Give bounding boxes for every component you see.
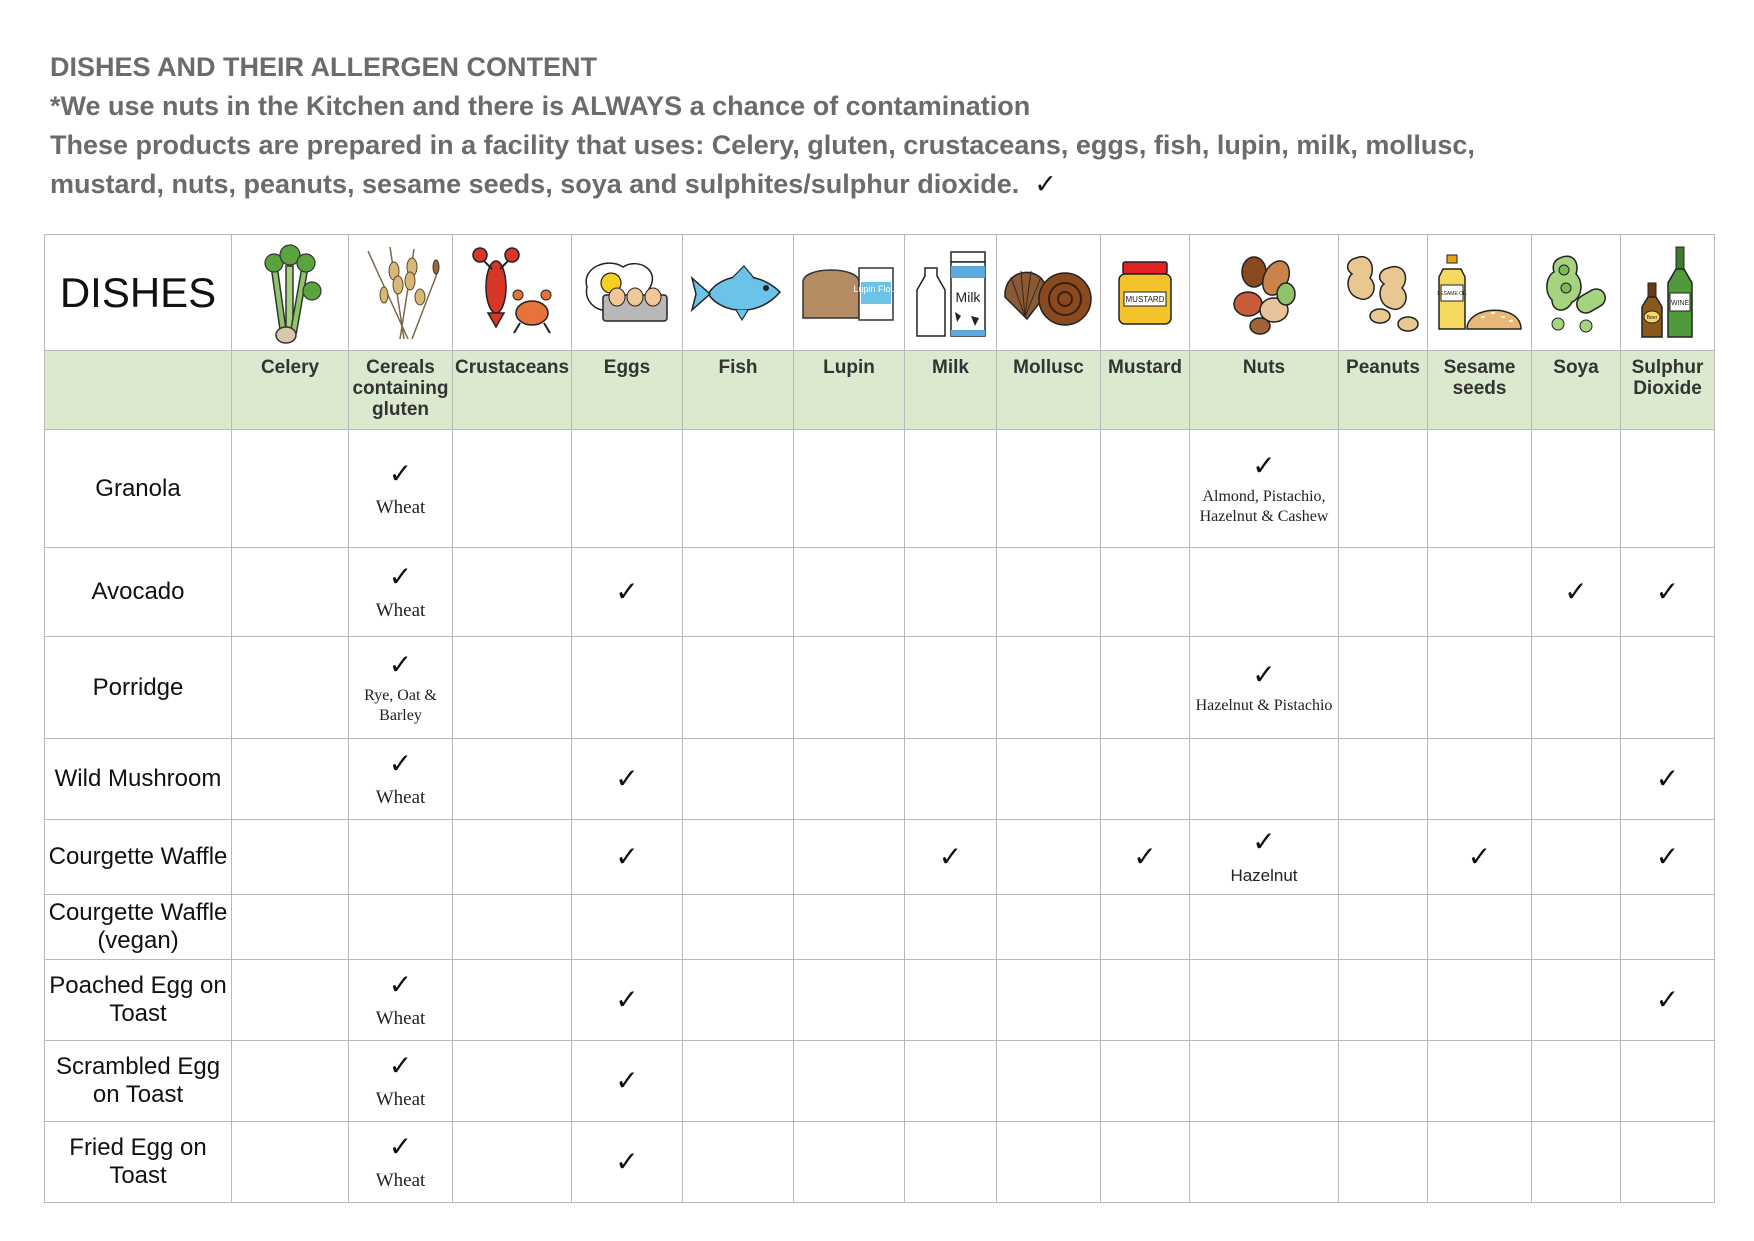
check-mark: ✓ [1252,448,1276,482]
allergen-cell [572,637,683,739]
allergen-cell [905,1122,997,1203]
allergen-cell [683,895,794,960]
dish-name: Granola [45,430,232,548]
allergen-cell [905,960,997,1041]
page-heading [50,48,1710,204]
lupin-flour-label: Lupin Flour [853,283,899,294]
allergen-cell [1190,820,1339,895]
check-mark: ✓ [615,762,639,795]
check-mark: ✓ [615,1064,639,1097]
allergen-cell [683,1122,794,1203]
table-row [45,739,1715,820]
check-mark: ✓ [1252,825,1276,858]
allergen-cell [794,960,905,1041]
column-mustard: Mustard [1101,351,1190,430]
allergen-cell [1190,637,1339,739]
column-sulphur: Sulphur Dioxide [1621,351,1715,430]
check-mark: ✓ [388,1049,413,1082]
allergen-cell [1339,430,1428,548]
dish-name: Courgette Waffle (vegan) [45,895,232,960]
allergen-note: Wheat [375,1170,426,1191]
dish-name: Poached Egg on Toast [45,960,232,1041]
column-soya: Soya [1532,351,1621,430]
column-fish: Fish [683,351,794,430]
allergen-cell [1101,430,1190,548]
allergen-cell [453,960,572,1041]
peanuts-icon-cell [1339,235,1428,351]
allergen-cell [683,637,794,739]
allergen-cell [1339,960,1428,1041]
allergen-cell [1621,1041,1715,1122]
dish-name: Porridge [45,637,232,739]
allergen-cell [1339,895,1428,960]
column-crustaceans: Crustaceans [453,351,572,430]
facility-notice-line-2 [50,165,1710,204]
crustaceans-icon-cell [453,235,572,351]
allergen-cell [1339,1122,1428,1203]
allergen-cell [349,1122,453,1203]
column-nuts: Nuts [1190,351,1339,430]
allergen-cell [683,960,794,1041]
allergen-cell [1621,820,1715,895]
milk-icon-cell [905,235,997,351]
allergen-cell [997,430,1101,548]
allergen-cell [905,820,997,895]
allergen-cell [1190,739,1339,820]
allergen-cell [1101,1041,1190,1122]
allergen-cell [1428,895,1532,960]
allergen-cell [683,1041,794,1122]
check-mark: ✓ [388,647,413,681]
allergen-cell [1101,548,1190,637]
allergen-cell [453,820,572,895]
allergen-cell [232,820,349,895]
nuts-icon [1224,248,1304,338]
mollusc-icon [999,253,1099,333]
check-mark: ✓ [388,560,413,593]
allergen-cell [453,430,572,548]
allergen-note: Wheat [375,600,426,621]
allergen-cell [232,895,349,960]
allergen-cell [1101,960,1190,1041]
allergen-cell [453,637,572,739]
allergen-cell [232,637,349,739]
allergen-cell [683,739,794,820]
allergen-cell [1428,548,1532,637]
check-mark: ✓ [1655,840,1680,873]
allergen-cell [1190,548,1339,637]
allergen-note: Wheat [375,1089,426,1110]
check-mark: ✓ [388,747,413,780]
allergen-cell [1190,1041,1339,1122]
check-mark: ✓ [938,840,963,873]
check-mark: ✓ [1655,762,1680,795]
milk-icon [911,246,991,340]
allergen-cell [683,430,794,548]
sesame-oil-label: SESAME OIL [1436,290,1467,297]
check-mark: ✓ [1252,657,1276,691]
icon-row [45,235,1715,351]
allergen-cell [1101,895,1190,960]
allergen-cell [905,895,997,960]
allergen-cell [1428,430,1532,548]
allergen-cell [794,895,905,960]
table-row [45,637,1715,739]
gluten-icon-cell [349,235,453,351]
column-peanuts: Peanuts [1339,351,1428,430]
allergen-cell [905,637,997,739]
check-mark: ✓ [1655,575,1680,608]
allergen-cell [349,1041,453,1122]
column-celery: Celery [232,351,349,430]
sesame-icon-cell [1428,235,1532,351]
allergen-cell [905,1041,997,1122]
allergen-cell [453,739,572,820]
allergen-cell [794,1041,905,1122]
allergen-cell [997,739,1101,820]
allergen-cell [232,739,349,820]
soya-icon-cell [1532,235,1621,351]
allergen-cell [1621,739,1715,820]
allergen-cell [232,1041,349,1122]
allergen-cell [1339,739,1428,820]
allergen-cell [1428,820,1532,895]
nuts-icon-cell [1190,235,1339,351]
allergen-cell [1532,1041,1621,1122]
page-title: DISHES AND THEIR ALLERGEN CONTENT [50,52,598,82]
allergen-cell [1532,548,1621,637]
peanuts-icon [1340,248,1426,338]
allergen-cell [349,895,453,960]
allergen-cell [1428,960,1532,1041]
allergen-cell [683,548,794,637]
allergen-cell [683,820,794,895]
allergen-cell [453,1041,572,1122]
allergen-note: Almond, Pistachio, Hazelnut & Cashew [1199,487,1329,525]
allergen-cell [794,1122,905,1203]
column-sesame: Sesame seeds [1428,351,1532,430]
dishes-header: DISHES [45,235,232,351]
check-mark: ✓ [615,983,639,1016]
allergen-cell [349,820,453,895]
allergen-cell [349,430,453,548]
check-mark: ✓ [615,575,639,608]
allergen-cell [905,739,997,820]
crustaceans-icon [462,241,562,345]
allergen-cell [572,1041,683,1122]
allergen-note: Hazelnut [1230,866,1298,885]
allergen-cell [1101,820,1190,895]
allergen-note: Wheat [375,1008,426,1029]
eggs-icon [579,253,675,333]
allergen-cell [997,895,1101,960]
beer-label: Beer [1646,314,1657,321]
mustard-icon-cell [1101,235,1190,351]
celery-icon-cell [232,235,349,351]
allergen-cell [997,1122,1101,1203]
allergen-cell [905,430,997,548]
allergen-cell [453,548,572,637]
allergen-cell [572,739,683,820]
allergen-cell [794,820,905,895]
allergen-cell [997,548,1101,637]
milk-label: Milk [955,288,980,305]
dish-name: Wild Mushroom [45,739,232,820]
column-eggs: Eggs [572,351,683,430]
allergen-cell [1532,637,1621,739]
allergen-cell [1339,1041,1428,1122]
table-row [45,1041,1715,1122]
allergen-cell [1532,960,1621,1041]
allergen-note: Wheat [375,496,426,518]
allergen-cell [1339,637,1428,739]
allergen-cell [794,430,905,548]
check-mark: ✓ [615,840,639,873]
facility-notice-text: mustard, nuts, peanuts, sesame seeds, soya and sulphites/sulphur dioxide. [50,169,1020,199]
allergen-cell [1532,1122,1621,1203]
allergen-cell [997,637,1101,739]
dish-name: Courgette Waffle [45,820,232,895]
allergen-cell [1532,739,1621,820]
allergen-cell [232,960,349,1041]
allergen-cell [1532,895,1621,960]
mustard-icon [1115,258,1175,328]
check-mark: ✓ [1655,983,1680,1016]
check-mark: ✓ [1467,840,1492,873]
fish-icon-cell [683,235,794,351]
allergen-cell [232,430,349,548]
allergen-cell [1621,960,1715,1041]
contamination-notice: *We use nuts in the Kitchen and there is ALWAYS a chance of contamination [50,91,1031,121]
dish-column-header [45,351,232,430]
allergen-cell [1428,1122,1532,1203]
column-gluten: Cereals containing gluten [349,351,453,430]
table-row [45,820,1715,895]
celery-icon [250,241,330,345]
allergen-cell [794,739,905,820]
allergen-cell [349,548,453,637]
allergen-cell [232,548,349,637]
sulphur-icon-cell [1621,235,1715,351]
allergen-cell [572,548,683,637]
fish-icon [688,258,788,328]
allergen-cell [997,820,1101,895]
allergen-cell [794,548,905,637]
allergen-cell [1339,820,1428,895]
dish-name: Avocado [45,548,232,637]
eggs-icon-cell [572,235,683,351]
table-row [45,1122,1715,1203]
allergen-note: Rye, Oat & Barley [364,686,437,724]
allergen-cell [997,960,1101,1041]
lupin-flour-icon [799,258,899,328]
allergen-note: Wheat [375,787,426,808]
allergen-note: Hazelnut & Pistachio [1195,696,1333,714]
allergen-cell [905,548,997,637]
allergen-cell [349,739,453,820]
allergen-cell [1428,637,1532,739]
allergen-cell [997,1041,1101,1122]
check-mark: ✓ [1564,575,1588,608]
allergen-cell [572,430,683,548]
allergen-cell [1428,739,1532,820]
column-mollusc: Mollusc [997,351,1101,430]
dish-name: Scrambled Egg on Toast [45,1041,232,1122]
check-mark: ✓ [388,456,413,490]
check-mark: ✓ [388,1130,413,1163]
allergen-cell [349,637,453,739]
allergen-cell [1339,548,1428,637]
dish-name: Fried Egg on Toast [45,1122,232,1203]
bottles-icon [1638,245,1698,341]
allergen-cell [1190,895,1339,960]
table-row [45,548,1715,637]
allergen-cell [1190,960,1339,1041]
lupin-icon-cell [794,235,905,351]
allergen-cell [1190,1122,1339,1203]
mustard-label: MUSTARD [1125,294,1165,304]
column-lupin: Lupin [794,351,905,430]
allergen-cell [453,895,572,960]
allergen-cell [1532,820,1621,895]
table-row [45,960,1715,1041]
soya-icon [1540,248,1612,338]
allergen-cell [1621,1122,1715,1203]
allergen-cell [794,637,905,739]
allergen-cell [232,1122,349,1203]
wheat-icon [354,241,448,345]
check-mark: ✓ [1133,840,1157,873]
wine-label: WINE [1670,299,1689,307]
check-mark: ✓ [615,1145,639,1178]
check-mark: ✓ [388,968,413,1001]
allergen-cell [1621,430,1715,548]
allergen-cell [1101,739,1190,820]
table-row [45,895,1715,960]
allergen-cell [349,960,453,1041]
table-row [45,430,1715,548]
column-milk: Milk [905,351,997,430]
allergen-cell [1190,430,1339,548]
facility-notice-line-1: These products are prepared in a facility that uses: Celery, gluten, crustaceans, eggs, fish, lupin, milk, mollusc, [50,130,1475,160]
allergen-cell [1428,1041,1532,1122]
allergen-cell [453,1122,572,1203]
allergen-cell [1621,637,1715,739]
allergen-cell [1101,1122,1190,1203]
allergen-cell [572,895,683,960]
allergen-cell [1621,895,1715,960]
allergen-cell [572,820,683,895]
allergen-table [44,234,1715,1203]
allergen-cell [572,1122,683,1203]
facility-notice-check: ✓ [1034,169,1057,200]
allergen-cell [572,960,683,1041]
allergen-header-row [45,351,1715,430]
allergen-cell [1621,548,1715,637]
sesame-icon [1435,253,1525,333]
allergen-cell [1532,430,1621,548]
allergen-cell [1101,637,1190,739]
mollusc-icon-cell [997,235,1101,351]
